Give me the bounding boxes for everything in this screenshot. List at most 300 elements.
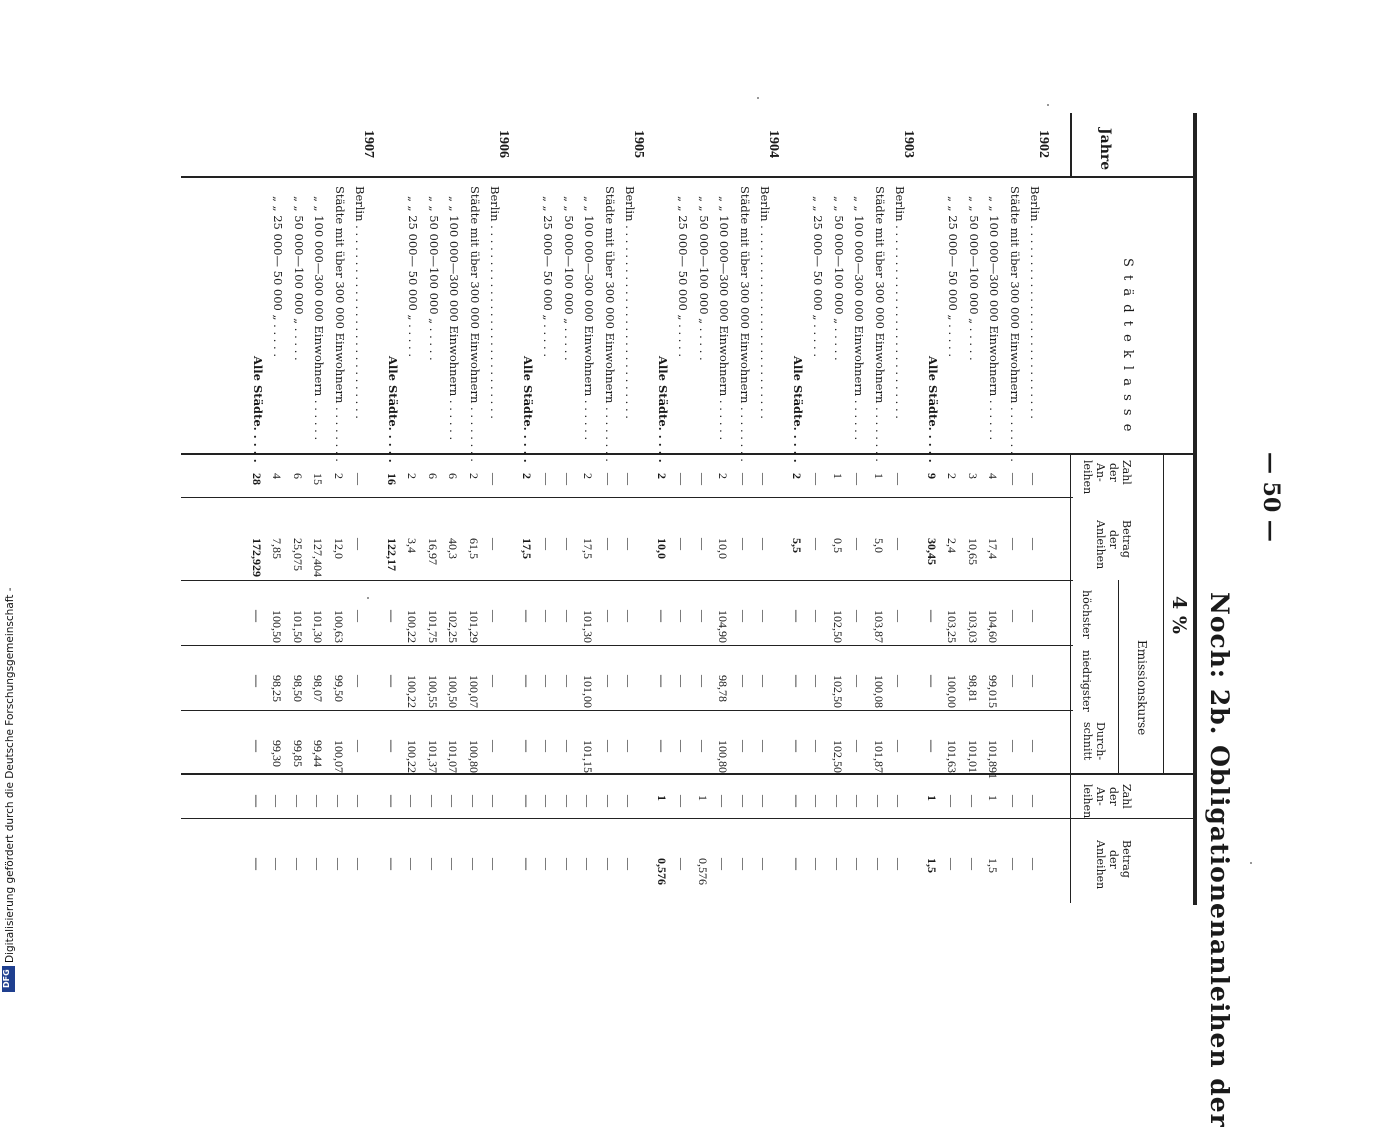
cell-c1: 9 (924, 473, 939, 479)
cell-c3: — (487, 610, 501, 622)
col-rule-4 (181, 710, 1073, 711)
cell-c5: — (601, 740, 616, 752)
cell-c6: — (352, 795, 366, 807)
cell-c7: — (331, 858, 346, 870)
cell-c3: — (560, 610, 575, 622)
cell-c7: — (736, 858, 751, 870)
cell-c6: — (851, 795, 865, 807)
cell-c7: — (560, 858, 575, 870)
col-rule-2 (181, 580, 1073, 581)
cell-c5: — (789, 740, 804, 752)
cell-c3: — (851, 610, 865, 622)
cell-c3: — (924, 610, 939, 622)
row-label: Berlin . . . . . . . . . . . . . . . . . . . . . . . . . . . (758, 186, 772, 419)
cell-c4: 99,015 (986, 675, 1000, 708)
cell-c5: 100,80 (716, 740, 730, 773)
cell-c2: — (1027, 538, 1041, 550)
cell-c3: 100,50 (270, 610, 284, 643)
cell-c5: — (736, 740, 751, 752)
cell-c6: — (466, 795, 481, 807)
cell-c1: — (892, 473, 906, 485)
cell-c6: — (601, 795, 616, 807)
row-label: Berlin . . . . . . . . . . . . . . . . . . . . . . . . . . . (1028, 186, 1042, 419)
cell-c1: 2 (945, 473, 959, 479)
cell-c7: — (384, 858, 399, 870)
cell-c2: 40,3 (446, 538, 460, 559)
cell-c6: — (789, 795, 804, 807)
cell-c2: — (352, 538, 366, 550)
cell-c5: — (810, 740, 824, 752)
cell-c6: — (675, 795, 689, 807)
cell-c3: — (675, 610, 689, 622)
cell-c6: — (945, 795, 959, 807)
cell-c5: — (384, 740, 399, 752)
cell-c6: — (716, 795, 730, 807)
cell-c5: — (352, 740, 366, 752)
cell-c5: — (560, 740, 575, 752)
year-label: 1903 (901, 130, 916, 158)
cell-c2: 172,929 (249, 538, 264, 577)
cell-c7: 1,5 (986, 858, 1000, 873)
cell-c1: — (622, 473, 636, 485)
cell-c5: — (1006, 740, 1021, 752)
cell-c3: — (810, 610, 824, 622)
col-rule-5 (181, 818, 1195, 819)
cell-c5: — (851, 740, 865, 752)
row-label: „ „ 50 000—100 000 „ . . . . . (966, 196, 981, 361)
group-header-rule (1163, 453, 1164, 773)
cell-c5: — (892, 740, 906, 752)
row-label: „ „ 25 000— 50 000 „ . . . . . (811, 196, 825, 358)
cell-c4: 98,50 (290, 675, 305, 702)
cell-c5: 101,15 (581, 740, 595, 773)
cell-c3: — (654, 610, 669, 622)
cell-c2: 122,17 (384, 538, 399, 571)
cell-c1: 2 (654, 473, 669, 479)
row-label: „ „ 50 000—100 000 „ . . . . . (561, 196, 576, 361)
cell-c4: — (736, 675, 751, 687)
cell-c3: 101,30 (581, 610, 595, 643)
cell-c6: — (446, 795, 460, 807)
header-betrag-anleihen: Betrag der Anleihen (1094, 520, 1133, 570)
cell-c4: 100,55 (425, 675, 440, 708)
cell-c3: 102,25 (446, 610, 460, 643)
header-hoechster: höchster (1080, 590, 1093, 639)
cell-c1: 16 (384, 473, 399, 485)
header-zahl-anleihen-2: Zahl der An- leihen (1081, 784, 1133, 819)
cell-c2: 10,0 (654, 538, 669, 559)
cell-c1: 2 (466, 473, 481, 479)
cell-c5: — (695, 740, 710, 752)
cell-c4: — (601, 675, 616, 687)
row-label: „ „ 100 000—300 000 Einwohnern . . . . . . (447, 196, 461, 441)
cell-c1: 6 (290, 473, 305, 479)
cell-c5: — (654, 740, 669, 752)
cell-c3: 101,50 (290, 610, 305, 643)
cell-c7: — (945, 858, 959, 870)
row-label: „ „ 50 000—100 000 „ . . . . . (831, 196, 846, 361)
cell-c7: — (270, 858, 284, 870)
cell-c6: — (871, 795, 886, 807)
cell-c2: 2,4 (945, 538, 959, 553)
cell-c1: — (487, 473, 501, 485)
row-label: Berlin . . . . . . . . . . . . . . . . . . . . . . . . . . . (623, 186, 637, 419)
cell-c6: — (290, 795, 305, 807)
cell-c3: — (384, 610, 399, 622)
cell-c6: 1 (654, 795, 669, 801)
cell-c3: — (601, 610, 616, 622)
cell-c3: — (249, 610, 264, 622)
cell-c5: 101,63 (945, 740, 959, 773)
cell-c6: — (560, 795, 575, 807)
cell-c6: — (830, 795, 845, 807)
cell-c1: 3 (965, 473, 980, 479)
header-rule-year (1070, 113, 1072, 178)
header-niedrigster: niedrigster (1080, 650, 1093, 712)
table-top-rule (1193, 113, 1197, 905)
cell-c4: 100,08 (871, 675, 886, 708)
cell-c2: 17,5 (581, 538, 595, 559)
row-label: Berlin . . . . . . . . . . . . . . . . . . . . . . . . . . . (488, 186, 502, 419)
cell-c3: — (1027, 610, 1041, 622)
cell-c4: 100,22 (405, 675, 419, 708)
total-row-label: Alle Städte. . . . . (520, 356, 535, 463)
cell-c2: 10,0 (716, 538, 730, 559)
cell-c6: — (519, 795, 534, 807)
cell-c7: — (810, 858, 824, 870)
total-row-label: Alle Städte. . . . . (790, 356, 805, 463)
row-label: „ „ 100 000—300 000 Einwohnern . . . . . . (717, 196, 731, 441)
cell-c6: — (425, 795, 440, 807)
col-rule-1 (181, 497, 1073, 498)
cell-c5: 100,07 (331, 740, 346, 773)
row-label: „ „ 100 000—300 000 Einwohnern . . . . . . (312, 196, 326, 441)
cell-c7: 0,576 (654, 858, 669, 885)
cell-c3: — (519, 610, 534, 622)
dfg-logo: DFG (2, 966, 15, 992)
cell-c1: — (601, 473, 616, 485)
cell-c2: 30,45 (924, 538, 939, 565)
cell-c7: — (675, 858, 689, 870)
cell-c1: 1 (871, 473, 886, 479)
row-label: „ „ 100 000—300 000 Einwohnern . . . . . . (987, 196, 1001, 441)
cell-c5: — (622, 740, 636, 752)
cell-c3: — (540, 610, 554, 622)
cell-c2: 17,4 (986, 538, 1000, 559)
cell-c6: — (622, 795, 636, 807)
cell-c4: — (352, 675, 366, 687)
cell-c3: — (789, 610, 804, 622)
cell-c4: — (695, 675, 710, 687)
cell-c4: — (540, 675, 554, 687)
cell-c4: — (560, 675, 575, 687)
cell-c3: 103,03 (965, 610, 980, 643)
cell-c7: — (352, 858, 366, 870)
row-label: „ „ 50 000—100 000 „ . . . . . (291, 196, 306, 361)
cell-c4: 100,50 (446, 675, 460, 708)
cell-c1: 28 (249, 473, 264, 485)
cell-c3: 104,90 (716, 610, 730, 643)
scan-speck (367, 597, 369, 599)
cell-c5: 101,87 (871, 740, 886, 773)
total-row-label: Alle Städte. . . . . (250, 356, 265, 463)
cell-c2: 61,5 (466, 538, 481, 559)
cell-c3: — (352, 610, 366, 622)
cell-c6: — (757, 795, 771, 807)
cell-c6: — (892, 795, 906, 807)
cell-c1: 2 (405, 473, 419, 479)
cell-c2: — (675, 538, 689, 550)
cell-c7: — (601, 858, 616, 870)
cell-c6: — (736, 795, 751, 807)
cell-c5: 100,22 (405, 740, 419, 773)
cell-c3: 101,29 (466, 610, 481, 643)
cell-c6: — (581, 795, 595, 807)
cell-c6: — (965, 795, 980, 807)
cell-c6: — (487, 795, 501, 807)
cell-c2: — (892, 538, 906, 550)
row-label: Berlin . . . . . . . . . . . . . . . . . . . . . . . . . . . (893, 186, 907, 419)
cell-c5: 101,891 (986, 740, 1000, 779)
cell-c1: — (695, 473, 710, 485)
cell-c6: — (810, 795, 824, 807)
cell-c7: 0,576 (695, 858, 710, 885)
row-label: „ „ 25 000— 50 000 „ . . . . . (406, 196, 420, 358)
row-label: Städte mit über 300 000 Einwohnern . . . . . . . . (467, 186, 482, 462)
cell-c1: — (675, 473, 689, 485)
scan-speck (757, 97, 759, 99)
cell-c4: — (1027, 675, 1041, 687)
cell-c5: 101,01 (965, 740, 980, 773)
cell-c2: 5,5 (789, 538, 804, 553)
cell-c5: — (757, 740, 771, 752)
cell-c5: — (249, 740, 264, 752)
page-title: Noch: 2b. Obligationenanleihen der (1205, 592, 1234, 1128)
page-number: — 50 — (1258, 452, 1284, 542)
row-label: „ „ 50 000—100 000 „ . . . . . (696, 196, 711, 361)
row-label: „ „ 25 000— 50 000 „ . . . . . (271, 196, 285, 358)
cell-c3: 104,60 (986, 610, 1000, 643)
header-durchschnitt: Durch- schnitt (1081, 722, 1107, 761)
col-rule-3 (181, 645, 1073, 646)
year-label: 1905 (631, 130, 646, 158)
cell-c7: — (540, 858, 554, 870)
cell-c5: — (675, 740, 689, 752)
cell-c7: — (851, 858, 865, 870)
year-label: 1907 (361, 130, 376, 158)
cell-c6: — (331, 795, 346, 807)
cell-c4: 100,00 (945, 675, 959, 708)
year-column-rule (181, 176, 1195, 178)
cell-c2: — (601, 538, 616, 550)
cell-c1: 2 (789, 473, 804, 479)
header-betrag-anleihen-2: Betrag der Anleihen (1094, 840, 1133, 890)
cell-c4: 102,50 (830, 675, 845, 708)
cell-c1: 2 (581, 473, 595, 479)
header-4-percent: 4 % (1168, 596, 1190, 634)
cell-c3: — (892, 610, 906, 622)
cell-c3: — (1006, 610, 1021, 622)
cell-c5: 99,85 (290, 740, 305, 767)
cell-c4: — (810, 675, 824, 687)
cell-c2: 5,0 (871, 538, 886, 553)
row-label: „ „ 25 000— 50 000 „ . . . . . (676, 196, 690, 358)
cell-c5: 101,37 (425, 740, 440, 773)
cell-c7: — (892, 858, 906, 870)
cell-c5: 101,07 (446, 740, 460, 773)
row-label: Städte mit über 300 000 Einwohnern . . . . . . . . (872, 186, 887, 462)
cell-c1: 6 (446, 473, 460, 479)
cell-c5: — (924, 740, 939, 752)
cell-c7: — (581, 858, 595, 870)
cell-c2: — (757, 538, 771, 550)
footer-credit: Digitalisierung gefördert durch die Deutsche Forschungsgemeinschaft - (4, 587, 16, 963)
row-label: „ „ 100 000—300 000 Einwohnern . . . . . . (852, 196, 866, 441)
year-label: 1902 (1036, 130, 1051, 158)
cell-c5: 99,44 (311, 740, 325, 767)
cell-c4: 98,25 (270, 675, 284, 702)
cell-c2: — (1006, 538, 1021, 550)
total-row-label: Alle Städte. . . . . (925, 356, 940, 463)
cell-c6: — (311, 795, 325, 807)
cell-c7: — (249, 858, 264, 870)
cell-c4: 100,07 (466, 675, 481, 708)
cell-c2: — (695, 538, 710, 550)
row-label: Städte mit über 300 000 Einwohnern . . . . . . . . (332, 186, 347, 462)
cell-c4: — (675, 675, 689, 687)
cell-c7: — (519, 858, 534, 870)
header-stadtklasse: S t ä d t e k l a s s e (1120, 258, 1135, 434)
cell-c5: — (540, 740, 554, 752)
cell-c6: 1 (695, 795, 710, 801)
cell-c4: — (384, 675, 399, 687)
row-label: „ „ 50 000—100 000 „ . . . . . (426, 196, 441, 361)
cell-c7: — (1027, 858, 1041, 870)
row-label: „ „ 25 000— 50 000 „ . . . . . (946, 196, 960, 358)
cell-c4: — (622, 675, 636, 687)
cell-c3: — (695, 610, 710, 622)
cell-c4: 98,78 (716, 675, 730, 702)
cell-c2: — (487, 538, 501, 550)
cell-c7: — (466, 858, 481, 870)
year-label: 1906 (496, 130, 511, 158)
cell-c3: 100,63 (331, 610, 346, 643)
header-emissionskurse: Emissionskurse (1135, 640, 1149, 736)
year-label: 1904 (766, 130, 781, 158)
cell-c7: — (425, 858, 440, 870)
cell-c2: 3,4 (405, 538, 419, 553)
cell-c1: 1 (830, 473, 845, 479)
cell-c2: — (560, 538, 575, 550)
cell-c1: — (810, 473, 824, 485)
cell-c3: 103,87 (871, 610, 886, 643)
cell-c3: — (736, 610, 751, 622)
cell-c5: 102,50 (830, 740, 845, 773)
cell-c4: — (892, 675, 906, 687)
header-jahre: Jahre (1097, 128, 1113, 171)
cell-c7: — (446, 858, 460, 870)
scan-speck (1250, 862, 1252, 864)
cell-c4: — (851, 675, 865, 687)
cell-c7: — (405, 858, 419, 870)
cell-c7: — (622, 858, 636, 870)
total-row-label: Alle Städte. . . . . (655, 356, 670, 463)
cell-c7: — (487, 858, 501, 870)
cell-c3: 101,75 (425, 610, 440, 643)
cell-c7: — (830, 858, 845, 870)
cell-c1: 2 (716, 473, 730, 479)
cell-c1: — (757, 473, 771, 485)
cell-c1: 4 (270, 473, 284, 479)
cell-c1: 2 (331, 473, 346, 479)
cell-c7: — (965, 858, 980, 870)
cell-c7: — (871, 858, 886, 870)
cell-c1: — (352, 473, 366, 485)
cell-c6: — (249, 795, 264, 807)
cell-c4: — (924, 675, 939, 687)
cell-c1: — (851, 473, 865, 485)
total-row-label: Alle Städte. . . . . (385, 356, 400, 463)
cell-c2: — (851, 538, 865, 550)
cell-c3: 100,22 (405, 610, 419, 643)
cell-c2: — (810, 538, 824, 550)
cell-c1: — (736, 473, 751, 485)
cell-c6: — (540, 795, 554, 807)
cell-c2: — (736, 538, 751, 550)
cell-c7: — (789, 858, 804, 870)
cell-c2: 25,075 (290, 538, 305, 571)
cell-c1: 15 (311, 473, 325, 485)
cell-c6: 1 (924, 795, 939, 801)
cell-c5: 99,30 (270, 740, 284, 767)
cell-c6: — (384, 795, 399, 807)
header-bottom-rule (1070, 453, 1071, 903)
header-zahl-anleihen: Zahl der An- leihen (1081, 460, 1133, 495)
emission-header-rule (1118, 580, 1119, 773)
cell-c2: 17,5 (519, 538, 534, 559)
cell-c2: 10,65 (965, 538, 980, 565)
cell-c4: 101,00 (581, 675, 595, 708)
cell-c6: — (270, 795, 284, 807)
cell-c7: — (757, 858, 771, 870)
cell-c4: — (654, 675, 669, 687)
row-label: „ „ 100 000—300 000 Einwohnern . . . . . . (582, 196, 596, 441)
cell-c5: — (487, 740, 501, 752)
row-label: Berlin . . . . . . . . . . . . . . . . . . . . . . . . . . . (353, 186, 367, 419)
cell-c2: — (540, 538, 554, 550)
cell-c1: 6 (425, 473, 440, 479)
cell-c1: — (540, 473, 554, 485)
cell-c4: 99,50 (331, 675, 346, 702)
row-label: Städte mit über 300 000 Einwohnern . . . . . . . . (737, 186, 752, 462)
cell-c4: — (757, 675, 771, 687)
cell-c5: — (1027, 740, 1041, 752)
cell-c7: 1,5 (924, 858, 939, 873)
cell-c1: — (560, 473, 575, 485)
group-rule (181, 773, 1195, 775)
cell-c7: — (1006, 858, 1021, 870)
cell-c5: 100,80 (466, 740, 481, 773)
cell-c4: — (487, 675, 501, 687)
cell-c6: — (405, 795, 419, 807)
cell-c3: 101,30 (311, 610, 325, 643)
cell-c3: 103,25 (945, 610, 959, 643)
row-label: „ „ 25 000— 50 000 „ . . . . . (541, 196, 555, 358)
cell-c2: 16,97 (425, 538, 440, 565)
cell-c5: — (519, 740, 534, 752)
cell-c3: — (757, 610, 771, 622)
cell-c2: — (622, 538, 636, 550)
